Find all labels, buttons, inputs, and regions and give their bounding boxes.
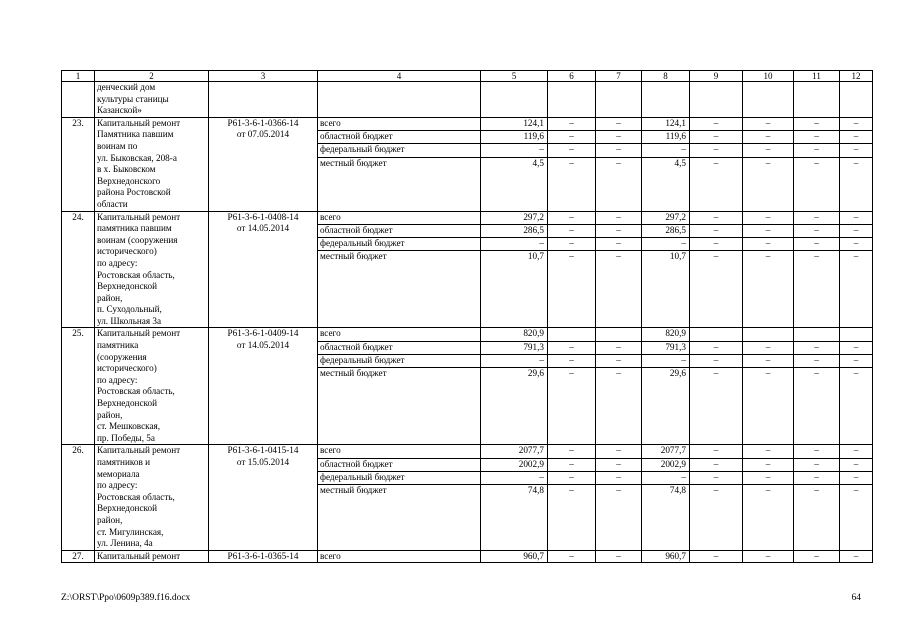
value-col-6: – [548, 341, 596, 354]
value-col-10: – [743, 341, 794, 354]
table-row [62, 328, 873, 341]
funding-source-label: местный бюджет [318, 251, 481, 328]
footer-file-path: Z:\ORST\Ppo\0609p389.f16.docx [61, 593, 191, 603]
value-col-7: – [596, 157, 642, 211]
value-col-10: – [743, 471, 794, 484]
value-col-9: – [690, 251, 743, 328]
value-col-8: 286,5 [642, 224, 690, 237]
value-col-9: – [690, 368, 743, 445]
value-col-9: – [690, 131, 743, 144]
value-col-11: – [794, 211, 840, 224]
entry-number: 23. [62, 117, 95, 211]
table-row [62, 445, 873, 458]
value-col-5: 2002,9 [481, 458, 548, 471]
funding-source-label: местный бюджет [318, 485, 481, 551]
value-col-8: 29,6 [642, 368, 690, 445]
funding-source-label: областной бюджет [318, 458, 481, 471]
entry-document-cell [209, 211, 318, 328]
funding-source-label: всего [318, 550, 481, 563]
value-col-8: 10,7 [642, 251, 690, 328]
entry-number: 26. [62, 445, 95, 550]
funding-source-label: федеральный бюджет [318, 471, 481, 484]
budget-table [61, 70, 873, 563]
header-row [62, 71, 873, 82]
value-col-9: – [690, 550, 743, 563]
funding-source-label: федеральный бюджет [318, 144, 481, 157]
funding-source-label: всего [318, 117, 481, 130]
empty-cell [840, 82, 873, 118]
table-row [62, 550, 873, 563]
value-col-5: 820,9 [481, 328, 548, 341]
value-col-7: – [596, 445, 642, 458]
funding-source-label: областной бюджет [318, 224, 481, 237]
value-col-6: – [548, 550, 596, 563]
header-cell: 7 [596, 71, 642, 82]
value-col-7: – [596, 550, 642, 563]
value-col-8: 74,8 [642, 485, 690, 551]
value-col-11 [794, 328, 840, 341]
value-col-8: 960,7 [642, 550, 690, 563]
value-col-12: – [840, 211, 873, 224]
value-col-11: – [794, 368, 840, 445]
value-col-7: – [596, 117, 642, 130]
entry-document: Р61-3-6-1-0366-14 от 07.05.2014 [227, 117, 299, 140]
value-col-12: – [840, 238, 873, 251]
value-col-10: – [743, 117, 794, 130]
value-col-6: – [548, 458, 596, 471]
value-col-5: 4,5 [481, 157, 548, 211]
empty-cell [209, 82, 318, 118]
footer-page-number: 64 [851, 593, 861, 603]
value-col-10 [743, 328, 794, 341]
value-col-11: – [794, 238, 840, 251]
value-col-6: – [548, 211, 596, 224]
value-col-8: – [642, 471, 690, 484]
value-col-6: – [548, 144, 596, 157]
value-col-11: – [794, 144, 840, 157]
entry-document: Р61-3-6-1-0415-14 от 15.05.2014 [227, 445, 299, 467]
value-col-5: 286,5 [481, 224, 548, 237]
value-col-8: 119,6 [642, 131, 690, 144]
value-col-11: – [794, 131, 840, 144]
value-col-11: – [794, 550, 840, 563]
value-col-6 [548, 328, 596, 341]
value-col-7 [596, 328, 642, 341]
empty-cell [794, 82, 840, 118]
value-col-8: 2077,7 [642, 445, 690, 458]
funding-source-label: всего [318, 445, 481, 458]
header-cell: 6 [548, 71, 596, 82]
value-col-6: – [548, 157, 596, 211]
value-col-10: – [743, 485, 794, 551]
value-col-6: – [548, 238, 596, 251]
value-col-8: 4,5 [642, 157, 690, 211]
value-col-7: – [596, 368, 642, 445]
value-col-5: 124,1 [481, 117, 548, 130]
value-col-7: – [596, 251, 642, 328]
entry-number-cell [62, 82, 95, 118]
value-col-12: – [840, 354, 873, 367]
value-col-5: 297,2 [481, 211, 548, 224]
value-col-12: – [840, 458, 873, 471]
value-col-5: 29,6 [481, 368, 548, 445]
value-col-10: – [743, 211, 794, 224]
value-col-12: – [840, 144, 873, 157]
entry-name: денческий дом культуры станицы Казанской» [97, 82, 169, 116]
value-col-7: – [596, 341, 642, 354]
table-row [62, 211, 873, 224]
entry-document-cell [209, 550, 318, 563]
value-col-11: – [794, 471, 840, 484]
value-col-11: – [794, 341, 840, 354]
entry-document: Р61-3-6-1-0408-14 от 14.05.2014 [227, 211, 299, 234]
value-col-12: – [840, 471, 873, 484]
value-col-9: – [690, 445, 743, 458]
empty-cell [318, 82, 481, 118]
value-col-11: – [794, 251, 840, 328]
entry-number: 25. [62, 328, 95, 445]
value-col-6: – [548, 117, 596, 130]
value-col-12: – [840, 550, 873, 563]
entry-document-cell [209, 117, 318, 211]
entry-number: 24. [62, 211, 95, 328]
value-col-12: – [840, 224, 873, 237]
value-col-9: – [690, 117, 743, 130]
value-col-11: – [794, 458, 840, 471]
funding-source-label: местный бюджет [318, 368, 481, 445]
value-col-6: – [548, 354, 596, 367]
value-col-12: – [840, 157, 873, 211]
value-col-9: – [690, 157, 743, 211]
value-col-12: – [840, 117, 873, 130]
value-col-7: – [596, 224, 642, 237]
funding-source-label: федеральный бюджет [318, 238, 481, 251]
value-col-7: – [596, 211, 642, 224]
funding-source-label: федеральный бюджет [318, 354, 481, 367]
value-col-10: – [743, 224, 794, 237]
value-col-11: – [794, 354, 840, 367]
entry-name-cell [95, 82, 209, 118]
value-col-12: – [840, 131, 873, 144]
entry-name-cell [95, 211, 209, 328]
header-cell: 10 [743, 71, 794, 82]
value-col-7: – [596, 238, 642, 251]
empty-cell [481, 82, 548, 118]
entry-document-cell [209, 445, 318, 550]
value-col-8: – [642, 144, 690, 157]
value-col-10: – [743, 131, 794, 144]
value-col-5: – [481, 354, 548, 367]
entry-name: Капитальный ремонт памятника (сооружения исторического) по адресу: Ростовская область, Верхнедонской район, ст. Мешковская, пр. Победы, 5а [97, 328, 181, 443]
value-col-11: – [794, 117, 840, 130]
value-col-5: – [481, 144, 548, 157]
value-col-6: – [548, 131, 596, 144]
value-col-10: – [743, 157, 794, 211]
value-col-6: – [548, 485, 596, 551]
value-col-10: – [743, 550, 794, 563]
value-col-12: – [840, 341, 873, 354]
value-col-9: – [690, 224, 743, 237]
value-col-8: – [642, 238, 690, 251]
entry-document: Р61-3-6-1-0409-14 от 14.05.2014 [227, 328, 299, 351]
value-col-8: – [642, 354, 690, 367]
entry-document-cell [209, 328, 318, 445]
continuation-row [62, 82, 873, 118]
value-col-12: – [840, 485, 873, 551]
empty-cell [596, 82, 642, 118]
header-cell: 12 [840, 71, 873, 82]
value-col-9: – [690, 485, 743, 551]
value-col-10: – [743, 368, 794, 445]
value-col-5: 119,6 [481, 131, 548, 144]
value-col-8: 2002,9 [642, 458, 690, 471]
value-col-5: 791,3 [481, 341, 548, 354]
header-cell: 11 [794, 71, 840, 82]
header-cell: 1 [62, 71, 95, 82]
value-col-7: – [596, 485, 642, 551]
funding-source-label: областной бюджет [318, 341, 481, 354]
header-cell: 4 [318, 71, 481, 82]
table-row [62, 117, 873, 130]
funding-source-label: всего [318, 328, 481, 341]
funding-source-label: всего [318, 211, 481, 224]
entry-document: Р61-3-6-1-0365-14 [227, 550, 299, 561]
value-col-6: – [548, 224, 596, 237]
entry-name: Капитальный ремонт памятников и мемориала по адресу: Ростовская область, Верхнедонской район, ст. Мигулинская, ул. Ленина, 4а [97, 445, 181, 549]
value-col-10: – [743, 458, 794, 471]
empty-cell [690, 82, 743, 118]
value-col-11: – [794, 485, 840, 551]
empty-cell [642, 82, 690, 118]
header-cell: 9 [690, 71, 743, 82]
value-col-7: – [596, 144, 642, 157]
empty-cell [548, 82, 596, 118]
value-col-9: – [690, 471, 743, 484]
value-col-10: – [743, 238, 794, 251]
value-col-10: – [743, 354, 794, 367]
value-col-8: 791,3 [642, 341, 690, 354]
entry-number: 27. [62, 550, 95, 563]
value-col-11: – [794, 224, 840, 237]
value-col-12: – [840, 445, 873, 458]
entry-name-cell [95, 550, 209, 563]
value-col-10: – [743, 251, 794, 328]
value-col-12 [840, 328, 873, 341]
header-cell: 2 [95, 71, 209, 82]
entry-name: Капитальный ремонт Памятника павшим воинам по ул. Быковская, 208-а в х. Быковском Верхнедонского района Ростовской области [97, 117, 181, 209]
value-col-7: – [596, 458, 642, 471]
value-col-9: – [690, 211, 743, 224]
empty-cell [743, 82, 794, 118]
value-col-5: – [481, 238, 548, 251]
entry-name-cell [95, 328, 209, 445]
value-col-12: – [840, 251, 873, 328]
value-col-9 [690, 328, 743, 341]
value-col-5: 10,7 [481, 251, 548, 328]
entry-name-cell [95, 117, 209, 211]
value-col-10: – [743, 445, 794, 458]
value-col-7: – [596, 131, 642, 144]
value-col-6: – [548, 251, 596, 328]
value-col-10: – [743, 144, 794, 157]
value-col-9: – [690, 341, 743, 354]
value-col-9: – [690, 144, 743, 157]
value-col-5: 2077,7 [481, 445, 548, 458]
entry-name-cell [95, 445, 209, 550]
value-col-6: – [548, 368, 596, 445]
value-col-11: – [794, 157, 840, 211]
value-col-5: 74,8 [481, 485, 548, 551]
value-col-5: – [481, 471, 548, 484]
header-cell: 5 [481, 71, 548, 82]
value-col-9: – [690, 458, 743, 471]
entry-name: Капитальный ремонт [97, 550, 181, 561]
value-col-8: 820,9 [642, 328, 690, 341]
value-col-12: – [840, 368, 873, 445]
value-col-8: 124,1 [642, 117, 690, 130]
value-col-6: – [548, 445, 596, 458]
value-col-5: 960,7 [481, 550, 548, 563]
funding-source-label: областной бюджет [318, 131, 481, 144]
funding-source-label: местный бюджет [318, 157, 481, 211]
header-cell: 3 [209, 71, 318, 82]
value-col-9: – [690, 354, 743, 367]
value-col-8: 297,2 [642, 211, 690, 224]
value-col-7: – [596, 354, 642, 367]
value-col-7: – [596, 471, 642, 484]
value-col-9: – [690, 238, 743, 251]
entry-name: Капитальный ремонт памятника павшим воинам (сооружения исторического) по адресу: Ростовская область, Верхнедонской район, п. Суходольный, ул. Школьная 3а [97, 211, 181, 326]
value-col-11: – [794, 445, 840, 458]
value-col-6: – [548, 471, 596, 484]
header-cell: 8 [642, 71, 690, 82]
